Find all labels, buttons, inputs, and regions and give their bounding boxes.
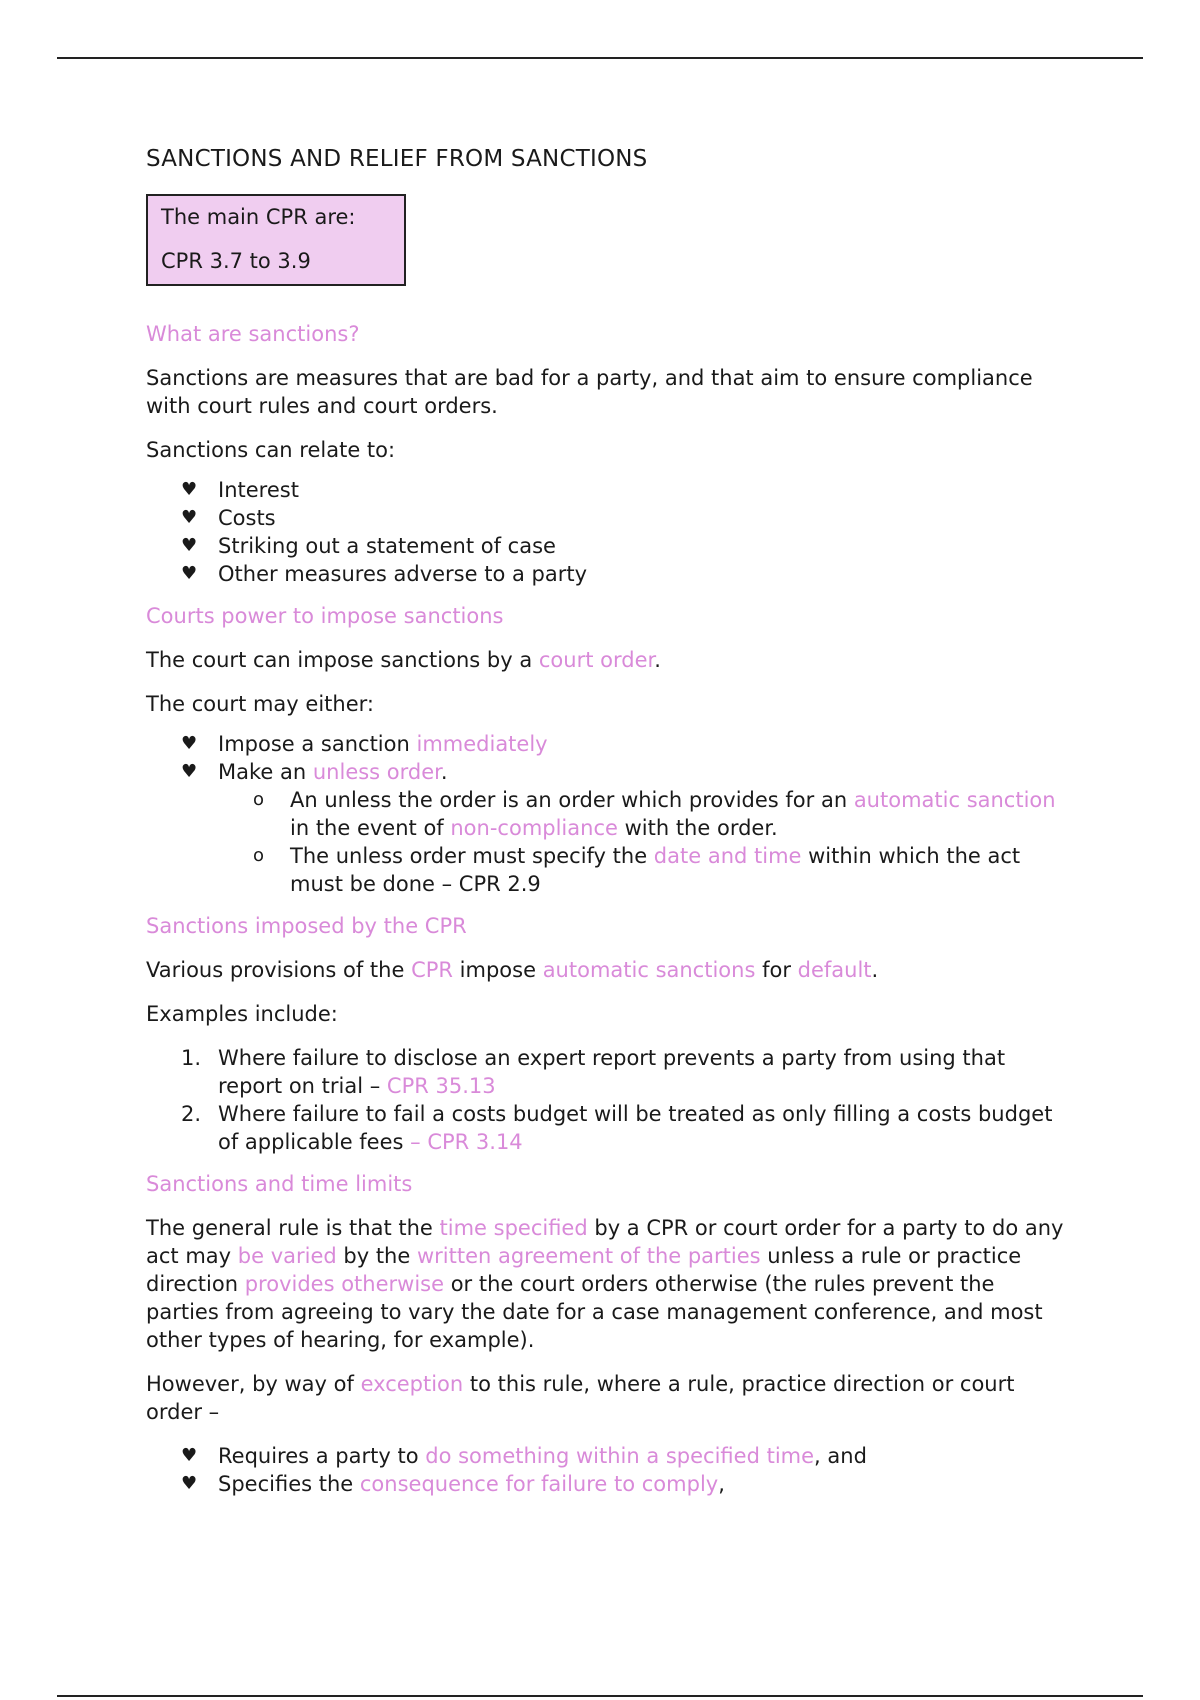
heart-bullet-icon: ♥ bbox=[181, 535, 198, 556]
paragraph: The court can impose sanctions by a court order. bbox=[146, 648, 661, 672]
heart-bullet-icon: ♥ bbox=[181, 1473, 198, 1494]
bottom-rule bbox=[57, 1695, 1143, 1697]
list-item: ♥ Impose a sanction immediately bbox=[181, 732, 548, 756]
paragraph: Various provisions of the CPR impose automatic sanctions for default. bbox=[146, 958, 879, 982]
box-line-2: CPR 3.7 to 3.9 bbox=[161, 249, 311, 273]
examples-list bbox=[146, 1044, 1066, 1156]
paragraph: However, by way of exception to this rule, where a rule, practice direction or court order – bbox=[146, 1372, 1015, 1424]
heading-courts-power: Courts power to impose sanctions bbox=[146, 604, 504, 628]
main-cpr-box bbox=[146, 194, 406, 286]
list-item: 2. Where failure to fail a costs budget will be treated as only filling a costs budget of applicable fees – CPR 3.14 bbox=[181, 1102, 1053, 1154]
paragraph: Examples include: bbox=[146, 1002, 338, 1026]
court-options-list bbox=[146, 730, 1066, 898]
heart-bullet-icon: ♥ bbox=[181, 733, 198, 754]
list-item: o An unless the order is an order which provides for an automatic sanction in the event of non-compliance with the order. bbox=[253, 788, 1056, 840]
paragraph: Sanctions can relate to: bbox=[146, 438, 396, 462]
heart-bullet-icon: ♥ bbox=[181, 507, 198, 528]
list-item: 1. Where failure to disclose an expert report prevents a party from using that report on trial – CPR 35.13 bbox=[181, 1046, 1006, 1098]
unless-order-sublist bbox=[218, 786, 1066, 898]
heart-bullet-icon: ♥ bbox=[181, 761, 198, 782]
list-item: ♥ Specifies the consequence for failure to comply, bbox=[181, 1472, 725, 1496]
page-title: SANCTIONS AND RELIEF FROM SANCTIONS bbox=[146, 146, 648, 172]
paragraph: The court may either: bbox=[146, 692, 374, 716]
paragraph: Sanctions are measures that are bad for a party, and that aim to ensure compliance with court rules and court orders. bbox=[146, 366, 1033, 418]
circle-bullet-icon: o bbox=[253, 789, 265, 810]
heart-bullet-icon: ♥ bbox=[181, 563, 198, 584]
circle-bullet-icon: o bbox=[253, 845, 265, 866]
heading-sanctions-and-time-limits: Sanctions and time limits bbox=[146, 1172, 413, 1196]
list-item: ♥ Requires a party to do something within a specified time, and bbox=[181, 1444, 867, 1468]
paragraph: The general rule is that the time specified by a CPR or court order for a party to do any act may be varied by the written agreement of the parties unless a rule or practice direction provides otherwise or the court orders otherwise (the rules prevent the parties from agreeing to vary the date for a case management conference, and most other types of hearing, for example). bbox=[146, 1216, 1064, 1352]
top-rule bbox=[57, 57, 1143, 59]
box-line-1: The main CPR are: bbox=[161, 205, 356, 229]
list-item: ♥ Make an unless order. o An unless the order is an order which provides for an automatic sanction in the event of non-compliance with the order. o The unless order must specify the date and time within which the act must be done – CPR 2.9 bbox=[146, 758, 1066, 898]
sanction-types-list bbox=[146, 476, 1066, 588]
list-item: ♥ Costs bbox=[181, 506, 276, 530]
heart-bullet-icon: ♥ bbox=[181, 1445, 198, 1466]
list-item: ♥ Interest bbox=[181, 478, 299, 502]
list-item: ♥ Other measures adverse to a party bbox=[181, 562, 588, 586]
heart-bullet-icon: ♥ bbox=[181, 479, 198, 500]
heading-sanctions-imposed-by-cpr: Sanctions imposed by the CPR bbox=[146, 914, 467, 938]
document-page bbox=[146, 144, 1066, 1512]
exception-conditions-list bbox=[146, 1442, 1066, 1498]
list-item: ♥ Striking out a statement of case bbox=[181, 534, 556, 558]
list-item: o The unless order must specify the date and time within which the act must be done – CPR 2.9 bbox=[253, 844, 1021, 896]
heading-what-are-sanctions: What are sanctions? bbox=[146, 322, 360, 346]
